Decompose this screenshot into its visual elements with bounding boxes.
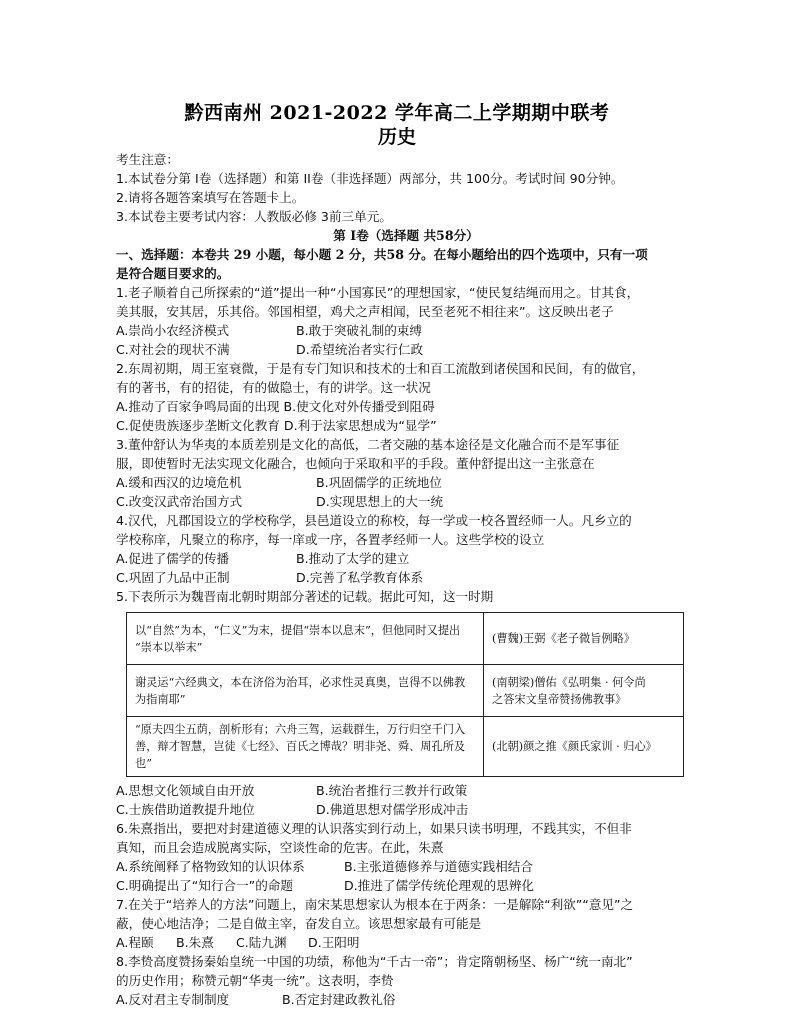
option-d: D.完善了私学教育体系 [296, 570, 424, 585]
options-row [116, 800, 696, 819]
question-stem: 的历史作用；称赞元朝“华夷一统”。这表明，李贽 [116, 973, 394, 988]
table-cell-source [484, 613, 684, 665]
sources-table [126, 612, 684, 777]
options-row-cd: C.促使贵族逐步垄断文化教育 D.利于法家思想成为“显学” [116, 418, 437, 433]
question-stem: 4.汉代，凡郡国设立的学校称学，县邑道设立的称校，每一学或一校各置经师一人。凡乡立的 [116, 513, 632, 528]
option-b: B.巩固儒学的正统地位 [316, 475, 442, 490]
options-row [116, 321, 696, 340]
cell-line: (北朝)颜之推《颜氏家训 · 归心》 [492, 740, 657, 753]
option-c: C.改变汉武帝治国方式 [116, 494, 243, 509]
notes-heading: 考生注意： [116, 152, 179, 167]
option-c: C.士族借助道教提升地位 [116, 802, 255, 817]
notes-item: 3.本试卷主要考试内容：人教版必修 3前三单元。 [116, 209, 392, 224]
options-row [116, 492, 696, 511]
cell-line: 以“自然”为本，“仁义”为末，提倡“崇本以息末”，但他同时又提出 [135, 623, 461, 637]
options-row [116, 781, 696, 800]
question-stem: 6.朱熹指出，要把对封建道德义理的认识落实到行动上，如果只读书明理，不践其实，不但非 [116, 821, 632, 836]
section-instruction: 是符合题目要求的。 [116, 266, 230, 281]
cell-line: 谢灵运“六经典文，本在济俗为治耳，必求性灵真奥，岂得不以佛教 [135, 675, 466, 689]
question-stem: 服，即使暂时无法实现文化融合，也倾向于采取和平的手段。董仲舒提出这一主张意在 [116, 456, 595, 471]
table-cell-source [484, 717, 684, 777]
table-row [127, 717, 684, 777]
option-a: A.缓和西汉的边境危机 [116, 475, 242, 490]
options-row [116, 990, 696, 1009]
cell-line: 之答宋文皇帝赞扬佛教事》 [492, 692, 627, 706]
question-stem: 2.东周初期，周王室衰微，于是有专门知识和技术的士和百工流散到诸侯国和民间，有的做官， [116, 361, 645, 376]
option-a: A.促进了儒学的传播 [116, 551, 230, 566]
exam-body [116, 150, 696, 1009]
option-d: D.推进了儒学传统伦理观的思辨化 [344, 878, 535, 893]
question-stem: 学校称庠，凡聚立的称序，每一庠或一序，各置孝经师一人。这些学校的设立 [116, 532, 545, 547]
option-b: B.主张道德修养与道德实践相结合 [344, 859, 533, 874]
question-stem: 7.在关于“培养人的方法”问题上，南宋某思想家认为根本在于两条：一是解除“利欲”“意见”之 [116, 897, 634, 912]
question-stem: 5.下表所示为魏晋南北朝时期部分著述的记载。据此可知，这一时期 [116, 589, 494, 604]
options-row [116, 933, 696, 952]
table-cell-text [127, 665, 484, 717]
question-stem: 3.董仲舒认为华夷的本质差别是文化的高低，二者交融的基本途径是文化融合而不是军事征 [116, 437, 620, 452]
exam-title: 黔西南州 2021-2022 学年高二上学期期中联考 [184, 102, 610, 124]
option-a: A.程颐 [116, 935, 154, 950]
question-stem: 美其服，安其居，乐其俗。邻国相望，鸡犬之声相闻，民至老死不相往来”。这反映出老子 [116, 304, 614, 319]
table-row [127, 665, 684, 717]
notes-item: 2.请将各题答案填写在答题卡上。 [116, 190, 305, 205]
option-b: B.否定封建政教礼俗 [282, 992, 396, 1007]
option-a: A.系统阐释了格物致知的认识体系 [116, 859, 305, 874]
question-stem: 8.李贽高度赞扬秦始皇统一中国的功绩，称他为“千古一帝”；肯定隋朝杨坚、杨广“统一南北” [116, 954, 633, 969]
option-b: B.敢于突破礼制的束缚 [296, 323, 422, 338]
section-instruction: 一、选择题：本卷共 29 小题，每小题 2 分，共58 分。在每小题给出的四个选项中，只有一项 [116, 247, 648, 262]
option-c: C.陆九渊 [236, 935, 287, 950]
exam-subject: 历史 [377, 126, 416, 148]
cell-line: (曹魏)王弼《老子微旨例略》 [492, 632, 635, 645]
cell-line: 善，辩才智慧，岂徒《七经》、百氏之博哉？明非尧、舜、周孔所及也” [135, 740, 466, 770]
question-stem: 真知，而且会造成脱离实际，空谈性命的危害。在此，朱熹 [116, 840, 444, 855]
options-row-ab: A.推动了百家争鸣局面的出现 B.使文化对外传播受到阻碍 [116, 399, 435, 414]
table-row [127, 613, 684, 665]
option-c: C.明确提出了“知行合一”的命题 [116, 878, 293, 893]
options-row [116, 473, 696, 492]
options-row [116, 549, 696, 568]
table-cell-text [127, 717, 484, 777]
options-row [116, 568, 696, 587]
notes-item: 1.本试卷分第 I卷（选择题）和第 II卷（非选择题）两部分，共 100分。考试时间 90分钟。 [116, 171, 624, 186]
option-d: D.实现思想上的大一统 [316, 494, 444, 509]
option-d: D.希望统治者实行仁政 [296, 342, 424, 357]
table-cell-source [484, 665, 684, 717]
option-b: B.统治者推行三教并行政策 [316, 783, 468, 798]
option-c: C.巩固了九品中正制 [116, 570, 230, 585]
cell-line: “原夫四尘五荫，剖析形有；六舟三驾，运载群生，万行归空千门入 [135, 723, 466, 736]
option-b: B.朱熹 [176, 935, 214, 950]
options-row [116, 876, 696, 895]
option-b: B.推动了太学的建立 [296, 551, 410, 566]
options-row [116, 340, 696, 359]
options-row [116, 857, 696, 876]
option-a: A.崇尚小农经济模式 [116, 323, 230, 338]
option-d: D.王阳明 [308, 935, 360, 950]
option-d: D.佛道思想对儒学形成冲击 [316, 802, 469, 817]
question-stem: 蔽，使心地洁净；二是自做主宰，奋发自立。该思想家最有可能是 [116, 916, 482, 931]
question-stem: 1.老子顺着自己所探索的“道”提出一种“小国寡民”的理想国家，“使民复结绳而用之。甘其食， [116, 285, 640, 300]
cell-line: 为指南耶” [135, 692, 186, 706]
question-stem: 有的著书，有的招徒，有的做隐士，有的讲学。这一状况 [116, 380, 431, 395]
cell-line: “崇本以举末” [135, 640, 203, 654]
table-cell-text [127, 613, 484, 665]
cell-line: (南朝梁)僧佑《弘明集 · 何令尚 [492, 675, 646, 689]
section-heading: 第 I卷（选择题 共58分） [333, 228, 479, 243]
option-a: A.反对君主专制制度 [116, 992, 230, 1007]
option-a: A.思想文化领域自由开放 [116, 783, 255, 798]
option-c: C.对社会的现状不满 [116, 342, 230, 357]
